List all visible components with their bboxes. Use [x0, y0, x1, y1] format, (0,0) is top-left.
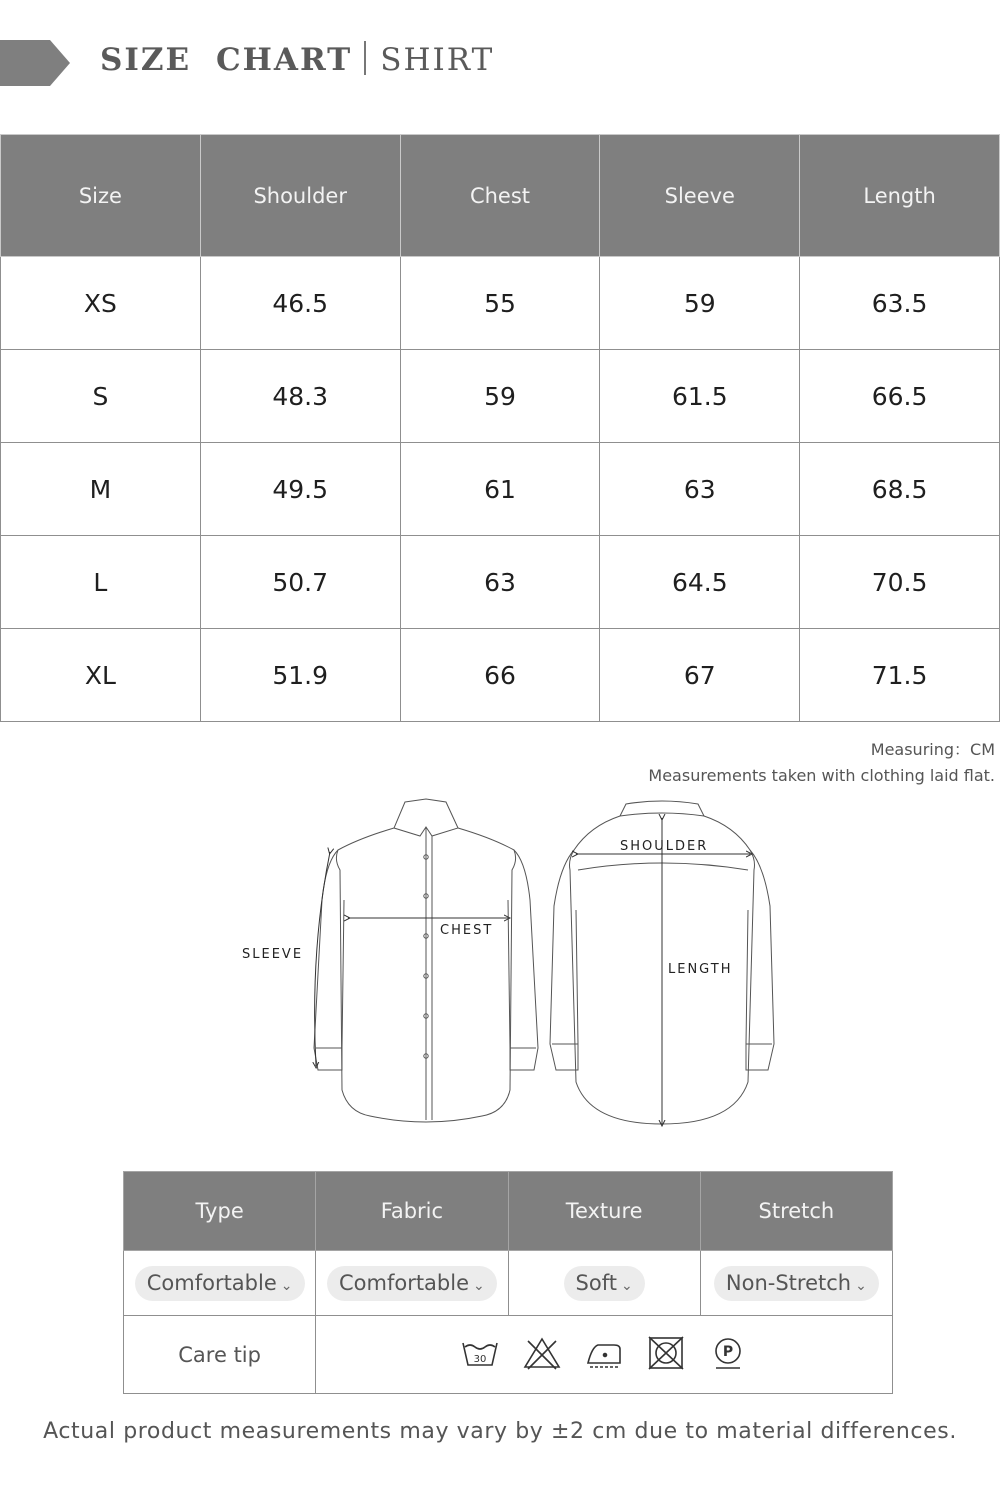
size-table-header — [1, 135, 1000, 257]
stretch-value: Non-Stretch — [725, 1270, 852, 1295]
texture-value: Soft — [575, 1270, 617, 1295]
type-cell — [124, 1251, 316, 1316]
info-values-row — [124, 1251, 893, 1316]
dry-clean-letter: P — [722, 1343, 734, 1360]
cell-shoulder: 50.7 — [200, 536, 400, 629]
cell-sleeve: 64.5 — [600, 536, 800, 629]
low-iron-icon — [584, 1335, 624, 1371]
cell-chest: 66 — [400, 629, 600, 722]
cell-length: 71.5 — [800, 629, 1000, 722]
cell-shoulder: 51.9 — [200, 629, 400, 722]
title-sub: SHIRT — [380, 42, 495, 78]
cell-sleeve: 67 — [600, 629, 800, 722]
fabric-value: Comfortable — [338, 1270, 470, 1295]
cell-size: M — [1, 443, 201, 536]
cell-shoulder: 48.3 — [200, 350, 400, 443]
cell-sleeve: 61.5 — [600, 350, 800, 443]
no-bleach-icon — [522, 1335, 562, 1371]
chevron-down-icon: ⌄ — [473, 1277, 485, 1294]
wash-30-icon — [460, 1335, 500, 1371]
stretch-dropdown[interactable] — [714, 1266, 879, 1301]
cell-size: S — [1, 350, 201, 443]
page-title — [100, 42, 494, 79]
cell-length: 63.5 — [800, 257, 1000, 350]
cell-size: XL — [1, 629, 201, 722]
col-header-type: Type — [124, 1172, 316, 1251]
chevron-down-icon: ⌄ — [280, 1277, 293, 1294]
cell-size: L — [1, 536, 201, 629]
col-header: Length — [800, 135, 1000, 257]
title-separator — [364, 41, 366, 75]
banner-arrow-icon — [0, 40, 70, 86]
cell-shoulder: 46.5 — [200, 257, 400, 350]
cell-length: 68.5 — [800, 443, 1000, 536]
cell-chest: 61 — [400, 443, 600, 536]
shirt-front-drawing — [314, 799, 538, 1122]
chest-label: CHEST — [440, 923, 494, 938]
sleeve-label: SLEEVE — [242, 947, 304, 962]
cell-sleeve: 59 — [600, 257, 800, 350]
method-note: Measurements taken with clothing laid flat. — [648, 766, 995, 785]
col-header: Shoulder — [200, 135, 400, 257]
fabric-cell — [316, 1251, 508, 1316]
col-header: Chest — [400, 135, 600, 257]
wash-temp-text: 30 — [473, 1353, 487, 1365]
col-header: Size — [1, 135, 201, 257]
shoulder-label: SHOULDER — [620, 839, 709, 854]
table-row — [1, 443, 1000, 536]
length-label: LENGTH — [668, 962, 733, 977]
texture-dropdown[interactable] — [564, 1266, 645, 1301]
care-tip-label: Care tip — [178, 1342, 261, 1367]
cell-length: 70.5 — [800, 536, 1000, 629]
fabric-info-table — [123, 1171, 893, 1394]
info-table-header — [124, 1172, 893, 1251]
table-row — [1, 629, 1000, 722]
chevron-down-icon: ⌄ — [855, 1277, 867, 1294]
col-header-texture: Texture — [508, 1172, 700, 1251]
measurement-disclaimer: Actual product measurements may vary by ±2 cm due to material differences. — [43, 1419, 957, 1444]
size-table — [0, 134, 1000, 722]
unit-note: Measuring：CM — [870, 740, 995, 759]
dry-clean-p-icon — [708, 1335, 748, 1371]
shirt-measurement-diagram — [230, 790, 790, 1140]
fabric-dropdown[interactable] — [327, 1266, 497, 1301]
care-label-cell — [124, 1316, 316, 1394]
col-header-stretch: Stretch — [700, 1172, 892, 1251]
col-header-fabric: Fabric — [316, 1172, 508, 1251]
chevron-down-icon: ⌄ — [620, 1277, 633, 1294]
col-header: Sleeve — [600, 135, 800, 257]
type-value: Comfortable — [146, 1270, 277, 1295]
title-main: SIZE CHART — [100, 42, 353, 78]
cell-length: 66.5 — [800, 350, 1000, 443]
cell-size: XS — [1, 257, 201, 350]
stretch-cell — [700, 1251, 892, 1316]
cell-chest: 55 — [400, 257, 600, 350]
cell-sleeve: 63 — [600, 443, 800, 536]
cell-shoulder: 49.5 — [200, 443, 400, 536]
table-row — [1, 536, 1000, 629]
cell-chest: 63 — [400, 536, 600, 629]
cell-chest: 59 — [400, 350, 600, 443]
texture-cell — [508, 1251, 700, 1316]
care-icons-cell — [316, 1316, 893, 1394]
type-dropdown[interactable] — [135, 1266, 305, 1301]
table-row — [1, 350, 1000, 443]
care-row — [124, 1316, 893, 1394]
no-tumble-dry-icon — [646, 1335, 686, 1371]
table-row — [1, 257, 1000, 350]
